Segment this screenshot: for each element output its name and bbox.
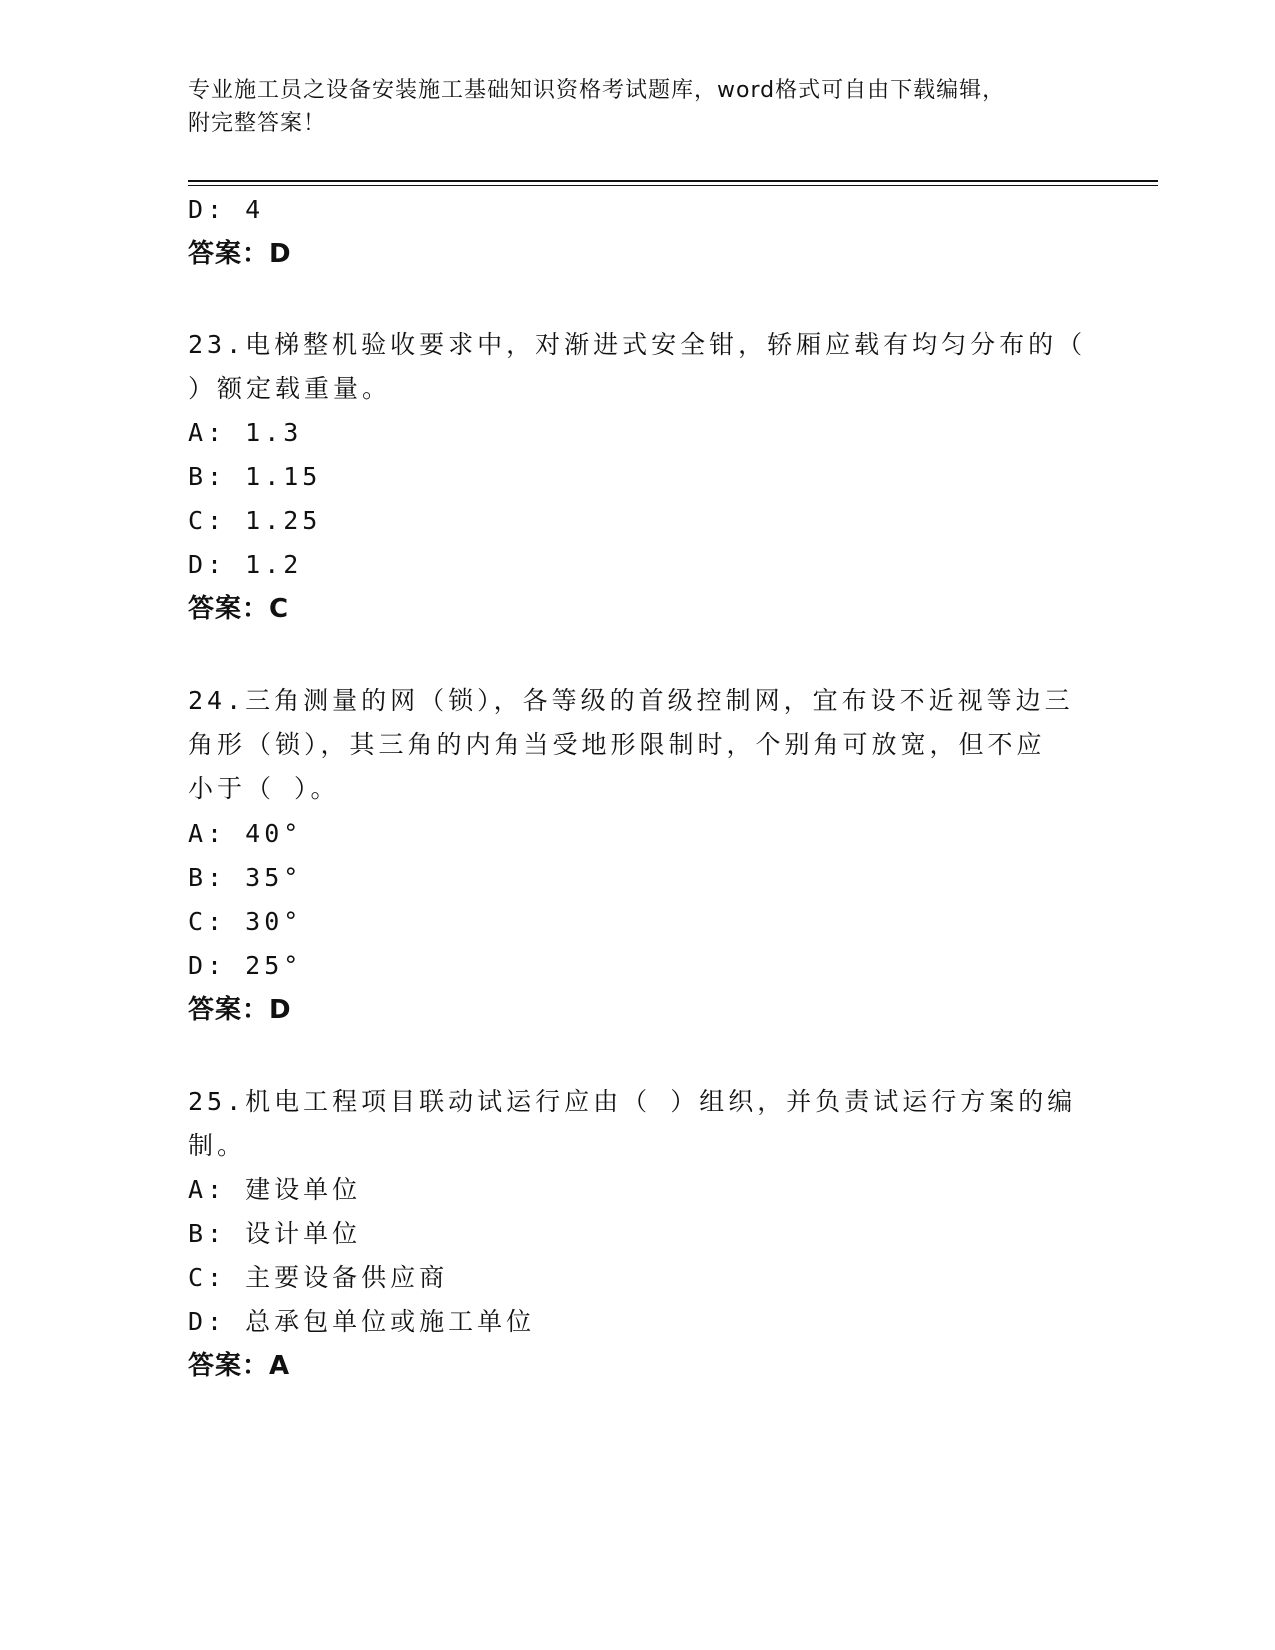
question-25-stem-line-2: 制。 — [188, 1131, 247, 1160]
option-d: D: 4 — [188, 195, 265, 224]
question-25-option-d: D: 总承包单位或施工单位 — [188, 1307, 536, 1336]
question-25-answer: 答案：A — [188, 1351, 291, 1381]
question-24-stem-line-2: 角形（锁），其三角的内角当受地形限制时，个别角可放宽，但不应 — [188, 730, 1046, 759]
header-divider-thin — [188, 185, 1158, 186]
question-25-stem-line-1: 25.机电工程项目联动试运行应由（ ）组织，并负责试运行方案的编 — [188, 1087, 1077, 1116]
question-24-option-d: D: 25° — [188, 951, 303, 980]
header-line-2: 附完整答案！ — [188, 111, 327, 136]
question-24-option-c: C: 30° — [188, 907, 303, 936]
question-23-answer: 答案：C — [188, 594, 290, 624]
question-23-stem-line-2: ）额定载重量。 — [188, 374, 392, 403]
question-25-option-b: B: 设计单位 — [188, 1219, 362, 1248]
question-25-option-c: C: 主要设备供应商 — [188, 1263, 449, 1292]
question-23-option-d: D: 1.2 — [188, 550, 303, 579]
answer-label: 答案：D — [188, 239, 292, 269]
question-24-option-b: B: 35° — [188, 863, 303, 892]
question-24-answer: 答案：D — [188, 995, 292, 1025]
question-25-option-a: A: 建设单位 — [188, 1175, 362, 1204]
question-24-stem-line-3: 小于（ ）。 — [188, 774, 340, 803]
question-23-option-a: A: 1.3 — [188, 418, 303, 447]
question-23-option-b: B: 1.15 — [188, 462, 322, 491]
question-24-option-a: A: 40° — [188, 819, 303, 848]
header-divider — [188, 180, 1158, 182]
document-header — [188, 74, 1088, 140]
question-23-stem-line-1: 23.电梯整机验收要求中，对渐进式安全钳，轿厢应载有均匀分布的（ — [188, 330, 1087, 359]
question-24-stem-line-1: 24.三角测量的网（锁），各等级的首级控制网，宜布设不近视等边三 — [188, 686, 1074, 715]
header-line-1: 专业施工员之设备安装施工基础知识资格考试题库，word格式可自由下载编辑， — [188, 78, 1006, 103]
question-23-option-c: C: 1.25 — [188, 506, 322, 535]
